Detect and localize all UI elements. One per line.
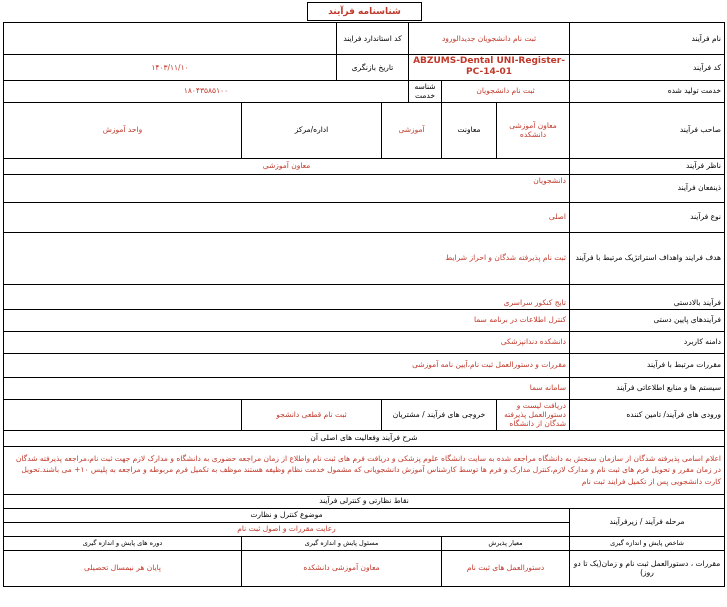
review-date-label: تاریخ بازنگری: [337, 55, 409, 81]
owner-label: صاحب فرآیند: [570, 102, 725, 158]
criterion-value: دستورالعمل های ثبت نام: [442, 550, 570, 586]
row-control-header: [4, 494, 725, 508]
control-rule: رعایت مقررات و اصول ثبت نام: [4, 522, 570, 536]
desc-header: شرح فرآیند وفعالیت های اصلی آن: [4, 430, 725, 446]
period-value: پایان هر نیمسال تحصیلی: [4, 550, 242, 586]
row-monitoring: [4, 550, 725, 586]
row-name: [4, 23, 725, 55]
row-stakeholders: [4, 174, 725, 202]
upstream-label: فرآیند بالادستی: [570, 284, 725, 309]
scope-label: دامنه کاربرد: [570, 331, 725, 353]
deputy-label: معاونت: [442, 102, 497, 158]
desc-text: اعلام اسامی پذیرفته شدگان از سازمان سنجش به دانشگاه مراجعه شده به سایت دانشگاه علوم پزشکی و دریافت فرم های ثبت نام واطلاع از زمان مراجعه حضوری به دانشگاه و مدارک لازم جهت ثبت نام،مراجعه پذیرفته شدگان در زمان مقرر و تحویل فرم های ثبت نام و مدارک لازم،کنترل مدارک و فرم ها توسط کارشناس آموزش دانشجویانی که مشمول خدمت نظام وظیفه هستند موظف به تکمیل فرم مربوطه و مراجعه به پلیس ۱۰+ می باشند.تحویل کارت دانشجویی پس از تکمیل فرایند ثبت نام: [4, 446, 725, 494]
process-id-table: [3, 22, 725, 587]
review-date-value: ۱۴۰۳/۱۱/۱۰: [4, 55, 337, 81]
row-service: [4, 80, 725, 102]
name-value: ثبت نام دانشجویان جدیدالورود: [409, 23, 570, 55]
row-stage: [4, 508, 725, 522]
supervisor-label: ناظر فرآیند: [570, 158, 725, 174]
row-type: [4, 202, 725, 232]
inputs-value: دریافت لیست و دستورالعمل پذیرفته شدگان از دانشگاه: [497, 399, 570, 430]
upstream-value: تایج کنکور سراسری: [4, 284, 570, 309]
stage-label: مرحله فرآیند / زیرفرآیند: [570, 508, 725, 536]
row-goal: [4, 232, 725, 284]
code-label: کد فرآیند: [570, 55, 725, 81]
type-value: اصلی: [4, 202, 570, 232]
row-code: [4, 55, 725, 81]
type-label: نوع فرآیند: [570, 202, 725, 232]
outputs-value: ثبت نام قطعی دانشجو: [242, 399, 382, 430]
goal-value: ثبت نام پذیرفته شدگان و احراز شرایط: [4, 232, 570, 284]
row-inputs: [4, 399, 725, 430]
control-header: نقاط نظارتی و کنترلی فرآیند: [4, 494, 725, 508]
systems-value: سامانه سما: [4, 377, 570, 399]
outputs-empty: [4, 399, 242, 430]
goal-label: هدف فرایند واهداف استراتژیک مرتبط با فرآیند: [570, 232, 725, 284]
row-desc-header: [4, 430, 725, 446]
downstream-label: فرآیندهای پایین دستی: [570, 309, 725, 331]
deputy-value: آموزشی: [382, 102, 442, 158]
stakeholders-value: دانشجویان: [4, 174, 570, 202]
service-id-value: ۱۸۰۴۳۵۸۵۱۰۰: [4, 80, 409, 102]
row-supervisor: [4, 158, 725, 174]
office-label: اداره/مرکز: [242, 102, 382, 158]
responsible-value: معاون آموزشی دانشکده: [242, 550, 442, 586]
criterion-label: معیار پذیرش: [442, 536, 570, 550]
name-label: نام فرآیند: [570, 23, 725, 55]
period-label: دوره های پایش و اندازه گیری: [4, 536, 242, 550]
regs-label: مقررات مرتبط با فرآیند: [570, 353, 725, 377]
std-code-label: کد استاندارد فرایند: [337, 23, 409, 55]
service-label: خدمت تولید شده: [570, 80, 725, 102]
row-systems: [4, 377, 725, 399]
service-value: ثبت نام دانشجویان: [442, 80, 570, 102]
control-subject: موضوع کنترل و نظارت: [4, 508, 570, 522]
row-scope: [4, 331, 725, 353]
row-regs: [4, 353, 725, 377]
row-columns: [4, 536, 725, 550]
code-value: ABZUMS-Dental UNI-Register-PC-14-01: [409, 55, 570, 81]
stakeholders-label: ذینفعان فرآیند: [570, 174, 725, 202]
rules-label: مقررات ، دستورالعمل ثبت نام و زمان(یک تا دو روز): [570, 550, 725, 586]
downstream-value: کنترل اطلاعات در برنامه سما: [4, 309, 570, 331]
supervisor-value: معاون آموزشی: [4, 158, 570, 174]
regs-value: مقررات و دستورالعمل ثبت نام،آیین نامه آموزشی: [4, 353, 570, 377]
unit-value: واحد آموزش: [4, 102, 242, 158]
systems-label: سیستم ها و منابع اطلاعاتی فرآیند: [570, 377, 725, 399]
owner-value: معاون آموزشی دانشکده: [497, 102, 570, 158]
outputs-label: خروجی های فرآیند / مشتریان: [382, 399, 497, 430]
std-code-value: [4, 23, 337, 55]
row-desc: [4, 446, 725, 494]
inputs-label: ورودی های فرآیند/ تامین کننده: [570, 399, 725, 430]
service-id-label: شناسه خدمت: [409, 80, 442, 102]
page-title: شناسنامه فرآیند: [307, 2, 422, 21]
scope-value: دانشکده دندانپزشکی: [4, 331, 570, 353]
row-downstream: [4, 309, 725, 331]
indicator-label: شاخص پایش و اندازه گیری: [570, 536, 725, 550]
responsible-label: مسئول پایش و اندازه گیری: [242, 536, 442, 550]
row-upstream: [4, 284, 725, 309]
row-owner: [4, 102, 725, 158]
